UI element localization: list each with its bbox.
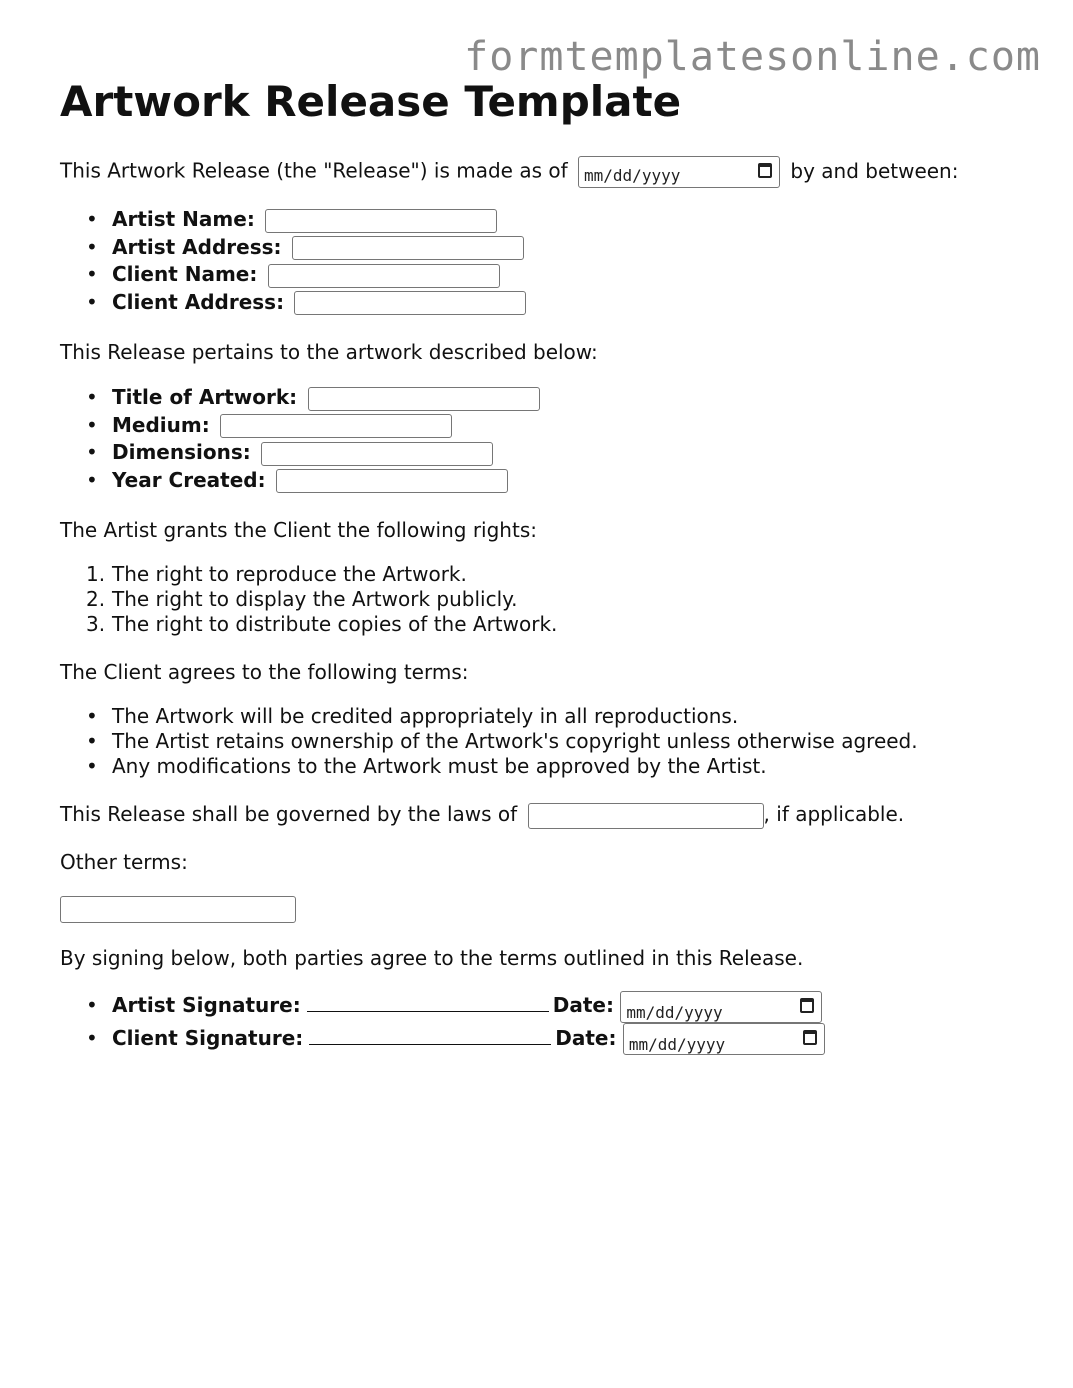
list-item bbox=[60, 467, 540, 495]
signing-intro: By signing below, both parties agree to the terms outlined in this Release. bbox=[60, 946, 804, 970]
dimensions-label: Dimensions: bbox=[112, 440, 251, 464]
list-item bbox=[60, 612, 557, 637]
list-item bbox=[60, 234, 526, 262]
governing-line bbox=[60, 800, 904, 829]
calendar-icon bbox=[800, 998, 814, 1013]
list-item: • Any modifications to the Artwork must be approved by the Artist. bbox=[60, 754, 918, 779]
client-name-label: Client Name: bbox=[112, 262, 258, 286]
terms-intro: The Client agrees to the following terms: bbox=[60, 660, 469, 684]
title-of-artwork-input[interactable] bbox=[308, 387, 540, 411]
right-text: The right to reproduce the Artwork. bbox=[112, 562, 467, 586]
list-item bbox=[60, 1023, 825, 1056]
list-number: 2. bbox=[86, 587, 106, 611]
release-date-input[interactable] bbox=[578, 156, 780, 188]
list-item bbox=[60, 412, 540, 440]
artist-date-input[interactable] bbox=[620, 991, 822, 1023]
client-date-label: Date: bbox=[555, 1025, 617, 1050]
list-item bbox=[60, 439, 540, 467]
rights-list bbox=[60, 562, 557, 637]
calendar-icon bbox=[803, 1030, 817, 1045]
list-item bbox=[60, 562, 557, 587]
governing-text-after: , if applicable. bbox=[763, 802, 905, 826]
artist-signature-label: Artist Signature: bbox=[112, 993, 301, 1017]
list-item bbox=[60, 587, 557, 612]
artist-address-input[interactable] bbox=[292, 236, 524, 260]
artwork-list bbox=[60, 384, 540, 494]
intro-text-after: by and between: bbox=[790, 158, 959, 183]
artist-address-label: Artist Address: bbox=[112, 234, 282, 259]
client-signature-label: Client Signature: bbox=[112, 1025, 304, 1050]
title-of-artwork-label: Title of Artwork: bbox=[112, 385, 298, 409]
year-created-input[interactable] bbox=[276, 469, 508, 493]
client-signature-line[interactable] bbox=[309, 1024, 551, 1045]
dimensions-input[interactable] bbox=[261, 442, 493, 466]
date-placeholder: mm/dd/yyyy bbox=[584, 166, 681, 185]
date-placeholder: mm/dd/yyyy bbox=[626, 1002, 723, 1022]
client-name-input[interactable] bbox=[268, 264, 500, 288]
rights-intro: The Artist grants the Client the following rights: bbox=[60, 518, 537, 542]
date-placeholder: mm/dd/yyyy bbox=[628, 1035, 726, 1054]
list-number: 1. bbox=[86, 562, 106, 586]
list-item: • The Artwork will be credited appropriately in all reproductions. bbox=[60, 704, 918, 729]
watermark: formtemplatesonline.com bbox=[464, 34, 1041, 80]
terms-list bbox=[60, 704, 918, 779]
client-address-label: Client Address: bbox=[112, 289, 285, 314]
signatures-list bbox=[60, 990, 825, 1055]
list-item bbox=[60, 261, 526, 289]
list-item bbox=[60, 289, 526, 317]
list-item bbox=[60, 206, 526, 234]
artist-name-input[interactable] bbox=[265, 209, 497, 233]
other-terms-input[interactable] bbox=[60, 896, 296, 923]
intro-text: This Artwork Release (the "Release") is made as of bbox=[60, 158, 568, 183]
list-item: • The Artist retains ownership of the Artwork's copyright unless otherwise agreed. bbox=[60, 729, 918, 754]
artist-date-label: Date: bbox=[552, 993, 614, 1017]
artwork-intro: This Release pertains to the artwork described below: bbox=[60, 340, 598, 364]
right-text: The right to display the Artwork publicly. bbox=[112, 587, 518, 611]
list-item bbox=[60, 990, 825, 1023]
governing-law-input[interactable] bbox=[528, 803, 764, 829]
medium-input[interactable] bbox=[220, 414, 452, 438]
medium-label: Medium: bbox=[112, 412, 210, 437]
artist-name-label: Artist Name: bbox=[112, 207, 255, 231]
client-address-input[interactable] bbox=[294, 291, 526, 315]
intro-line bbox=[60, 156, 958, 188]
client-date-input[interactable] bbox=[623, 1023, 825, 1055]
calendar-icon bbox=[758, 163, 772, 178]
list-item bbox=[60, 384, 540, 412]
page-title: Artwork Release Template bbox=[60, 77, 682, 126]
right-text: The right to distribute copies of the Artwork. bbox=[112, 612, 558, 636]
governing-text: This Release shall be governed by the laws of bbox=[60, 802, 518, 826]
artist-signature-line[interactable] bbox=[307, 991, 549, 1012]
parties-list bbox=[60, 206, 526, 316]
list-number: 3. bbox=[86, 612, 106, 636]
year-created-label: Year Created: bbox=[112, 467, 266, 492]
other-terms-label: Other terms: bbox=[60, 850, 188, 874]
